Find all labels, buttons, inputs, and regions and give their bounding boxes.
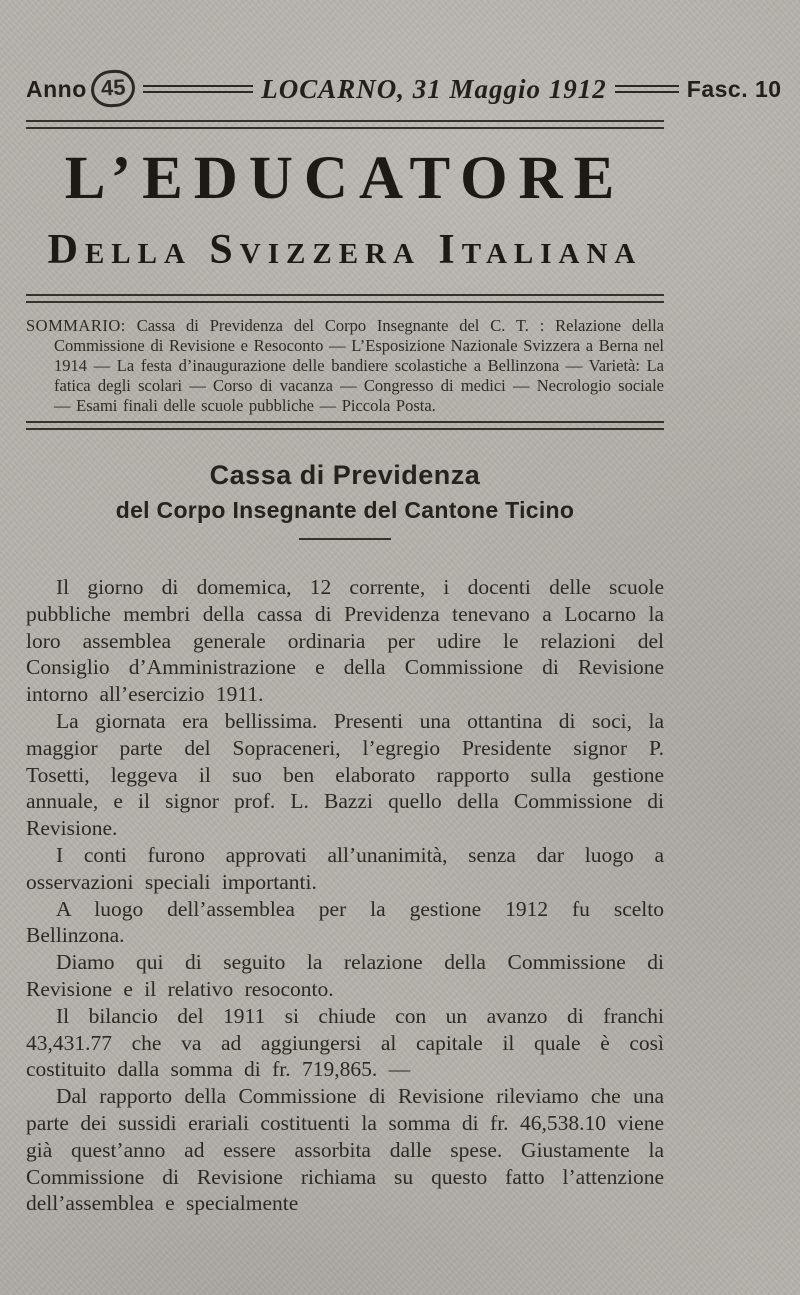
double-rule-under-header <box>26 120 664 129</box>
article-paragraph: A luogo dell’assemblea per la gestione 1912 fu scelto Bellinzona. <box>26 896 664 948</box>
sommario-label: SOMMARIO: <box>26 316 126 335</box>
article-heading-line1: Cassa di Previdenza <box>209 460 481 490</box>
issue-header <box>26 70 782 107</box>
fascicle-number: Fasc. 10 <box>686 75 782 102</box>
masthead-title: L’EDUCATORE <box>64 145 626 212</box>
anno-group <box>26 70 135 107</box>
heading-divider-rule <box>299 538 391 540</box>
article-paragraph: Il giorno di domemica, 12 corrente, i docenti delle scuole pubbliche membri della cassa di Previdenza tenevano a Locarno la loro assemblea generale ordinaria per udire le relazioni del Consiglio d’Amministrazione e della Commissione di Revisione intorno all’esercizio 1911. <box>26 575 664 707</box>
article-body <box>26 574 664 1217</box>
double-rule-below-sommario <box>26 421 664 430</box>
anno-number-badge: 45 <box>90 69 136 108</box>
printed-area <box>26 70 782 1217</box>
article-paragraph: La giornata era bellissima. Presenti una ottantina di soci, la maggior parte del Sopraceneri, l’egregio Presidente signor P. Tosetti, leggeva il suo ben elaborato rapporto sulla gestione annuale, e il signor prof. L. Bazzi quello della Commissione di Revisione. <box>26 708 664 841</box>
article-paragraph: I conti furono approvati all’unanimità, senza dar luogo a osservazioni speciali importanti. <box>26 842 664 894</box>
anno-label: Anno <box>26 75 87 102</box>
article-paragraph: Dal rapporto della Commissione di Revisione rileviamo che una parte dei sussidi erariali costituenti la somma di fr. 46,538.10 viene già quest’anno ad essere assorbita dalle spese. Giustamente la Commissione di Revisione richiama su questo fatto l’attenzione dell’assemblea e specialmente <box>26 1084 664 1216</box>
article-paragraph: Diamo qui di seguito la relazione della Commissione di Revisione e il relativo resoconto. <box>26 950 664 1001</box>
masthead-subtitle: Della Svizzera Italiana <box>47 227 643 273</box>
article-paragraph: Il bilancio del 1911 si chiude con un avanzo di franchi 43,431.77 che va ad aggiungersi al capitale il quale è così costituito dalla somma di fr. 719,865. — <box>26 1003 664 1082</box>
issue-place-date: LOCARNO, 31 Maggio 1912 <box>261 73 607 104</box>
double-dash-rule-left <box>143 85 253 93</box>
sommario-paragraph <box>26 316 664 416</box>
double-rule-above-sommario <box>26 294 664 303</box>
sommario-text: Cassa di Previdenza del Corpo Insegnante del C. T. : Relazione della Commissione di Revisione e Resoconto — L’Esposizione Nazionale Svizzera a Berna nel 1914 — La festa d’inaugurazione delle bandiere scolastiche a Bellinzona — Varietà: La fatica degli scolari — Corso di vacanza — Congresso di medici — Necrologio sociale — Esami finali delle scuole pubbliche — Piccola Posta. <box>54 316 664 415</box>
double-dash-rule-right <box>615 85 679 93</box>
article-heading-line2: del Corpo Insegnante del Cantone Ticino <box>115 497 575 523</box>
